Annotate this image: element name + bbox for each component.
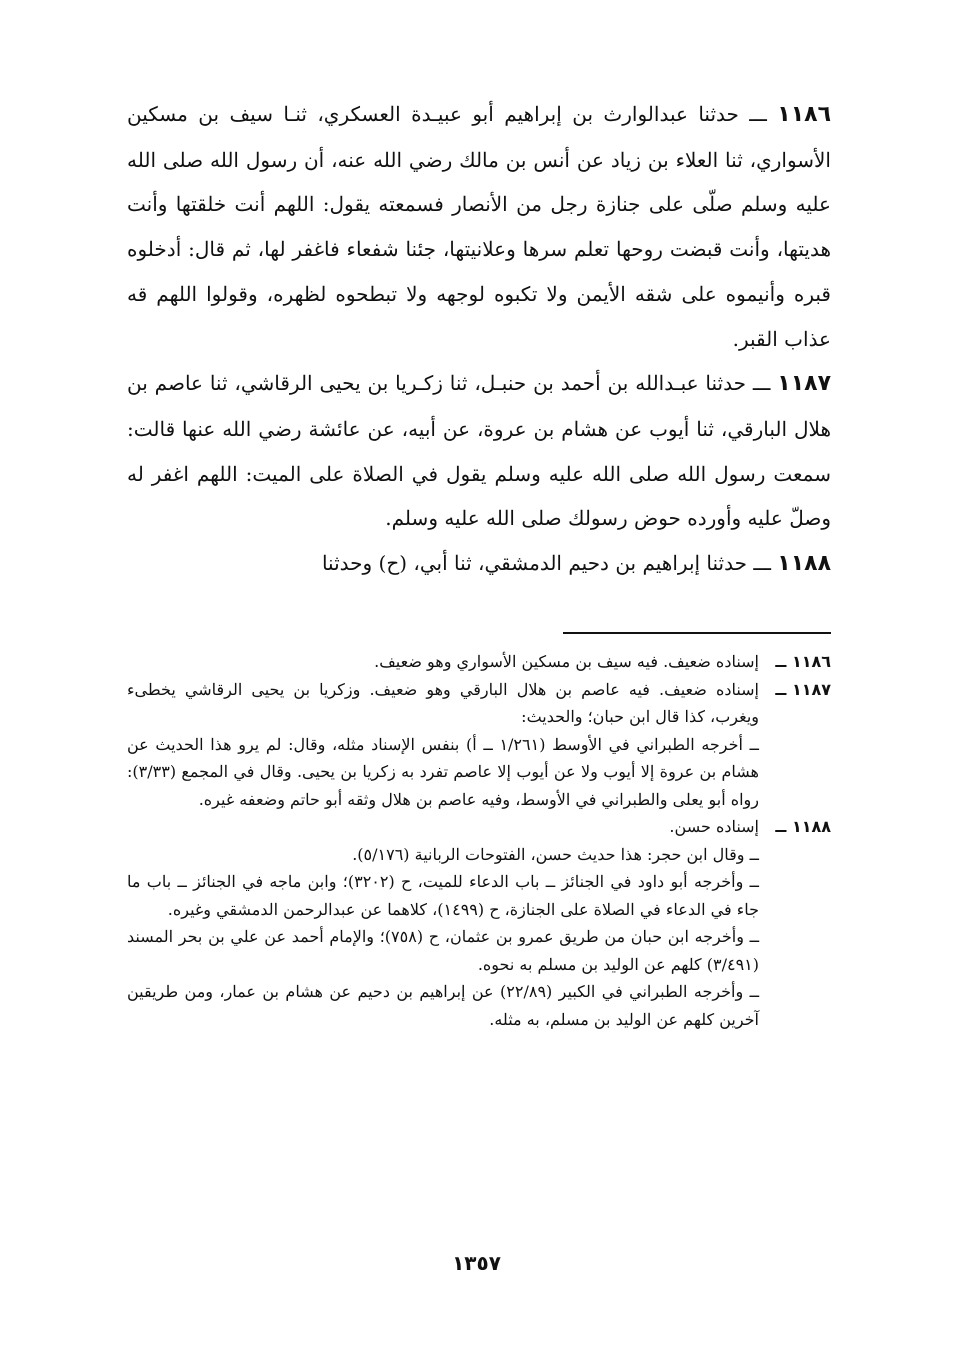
footnote-label: ١١٨٧ ــ <box>775 679 831 699</box>
hadith-text: ـــ حدثنا عبدالوارث بن إبراهيم أبو عبيـدة العسكري، ثنـا سيف بن مسكين الأسواري، ثنا العلاء بن زياد عن أنس بن مالك رضي الله عنه، أن رسول الله صلى الله عليه وسلم صلّى على جنازة رجل من الأنصار فسمعته يقول: اللهم أنت خلقتها وأنت هديتها، وأنت قبضت روحها تعلم سرها وعلانيتها، جئنا شفعاء فاغفر لها، ثم قال: أدخلوه قبره وأنيموه على شقه الأيمن ولا تكبوه لوجهه ولا تبطحوه لظهره، وقولوا اللهم قه عذاب القبر. <box>127 102 831 351</box>
footnote-label: ١١٨٨ ــ <box>775 817 831 836</box>
footnote-paragraph: إسناده ضعيف. فيه عاصم بن هلال البارقي وهو ضعيف. وزكريا بن يحيى الرقاشي يخطىء ويغرب، كذا قال ابن حبان؛ والحديث: <box>127 679 760 726</box>
hadith-text: ـــ حدثنا عبـدالله بن أحمد بن حنبـل، ثنا زكـريا بن يحيى الرقاشي، ثنا عاصم بن هلال البارقي، ثنا أيوب عن هشام بن عروة، عن أبيه، عن عائشة رضي الله عنها قالت: سمعت رسول الله صلى الله عليه وسلم يقول في الصلاة على الميت: اللهم اغفر له وصلّ عليه وأورده حوض رسولك صلى الله عليه وسلم. <box>127 371 831 531</box>
hadith-number: ١١٨٦ <box>777 102 831 127</box>
hadith-text: ـــ حدثنا إبراهيم بن دحيم الدمشقي، ثنا أبي، (ح) وحدثنا <box>321 551 778 576</box>
footnote-label: ١١٨٦ ــ <box>775 652 831 671</box>
footnote-body <box>127 676 759 814</box>
page-number: ١٣٥٧ <box>452 1251 501 1275</box>
footnote-paragraph: إسناده ضعيف. فيه سيف بن مسكين الأسواري وهو ضعيف. <box>374 652 759 671</box>
footnote-1188 <box>127 813 831 1033</box>
footnote-paragraph: ــ وقال ابن حجر: هذا حديث حسن، الفتوحات الربانية (٥/١٧٦). <box>352 844 759 864</box>
footnote-paragraph: ــ وأخرجه أبو داود في الجنائز ــ باب الدعاء للميت، ح (٣٢٠٢)؛ وابن ماجه في الجنائز ــ باب ما جاء في الدعاء في الصلاة على الجنازة، ح (١٤٩٩)، كلاهما عن عبدالرحمن الدمشقي وغيره. <box>127 872 759 919</box>
hadith-number: ١١٨٧ <box>777 371 831 397</box>
footnote-1186 <box>127 648 831 676</box>
hadith-1188 <box>127 541 831 587</box>
hadith-1186 <box>127 92 831 361</box>
hadith-number: ١١٨٨ <box>777 551 831 577</box>
main-text <box>127 92 831 587</box>
footnote-1187 <box>127 676 831 814</box>
footnote-paragraph: ــ وأخرجه الطبراني في الكبير (٢٢/٨٩) عن إبراهيم بن دحيم عن هشام بن عمار، ومن طريقين آخرين كلهم عن الوليد بن مسلم، به مثله. <box>127 982 760 1029</box>
footnote-paragraph: ــ وأخرجه ابن حبان من طريق عمرو بن عثمان، ح (٧٥٨)؛ والإمام أحمد عن علي بن بحر المسند (٣/٤٩١) كلهم عن الوليد بن مسلم به نحوه. <box>127 927 760 974</box>
footnote-body <box>127 648 759 676</box>
footnote-divider <box>563 632 831 634</box>
footnotes <box>127 648 831 1033</box>
footnote-paragraph: ــ أخرجه الطبراني في الأوسط (١/٢٦١ ــ أ) بنفس الإسناد مثله، وقال: لم يرو هذا الحديث عن هشام بن عروة إلا أيوب ولا عن أيوب إلا عاصم تفرد به زكريا بن يحيى. وقال في المجمع (٣/٣٣): رواه أبو يعلى والطبراني في الأوسط، وفيه عاصم بن هلال وثقه أبو حاتم وضعفه غيره. <box>127 734 759 809</box>
footnote-paragraph: إسناده حسن. <box>669 817 759 836</box>
footnote-body <box>127 813 759 1033</box>
hadith-1187 <box>127 361 831 541</box>
